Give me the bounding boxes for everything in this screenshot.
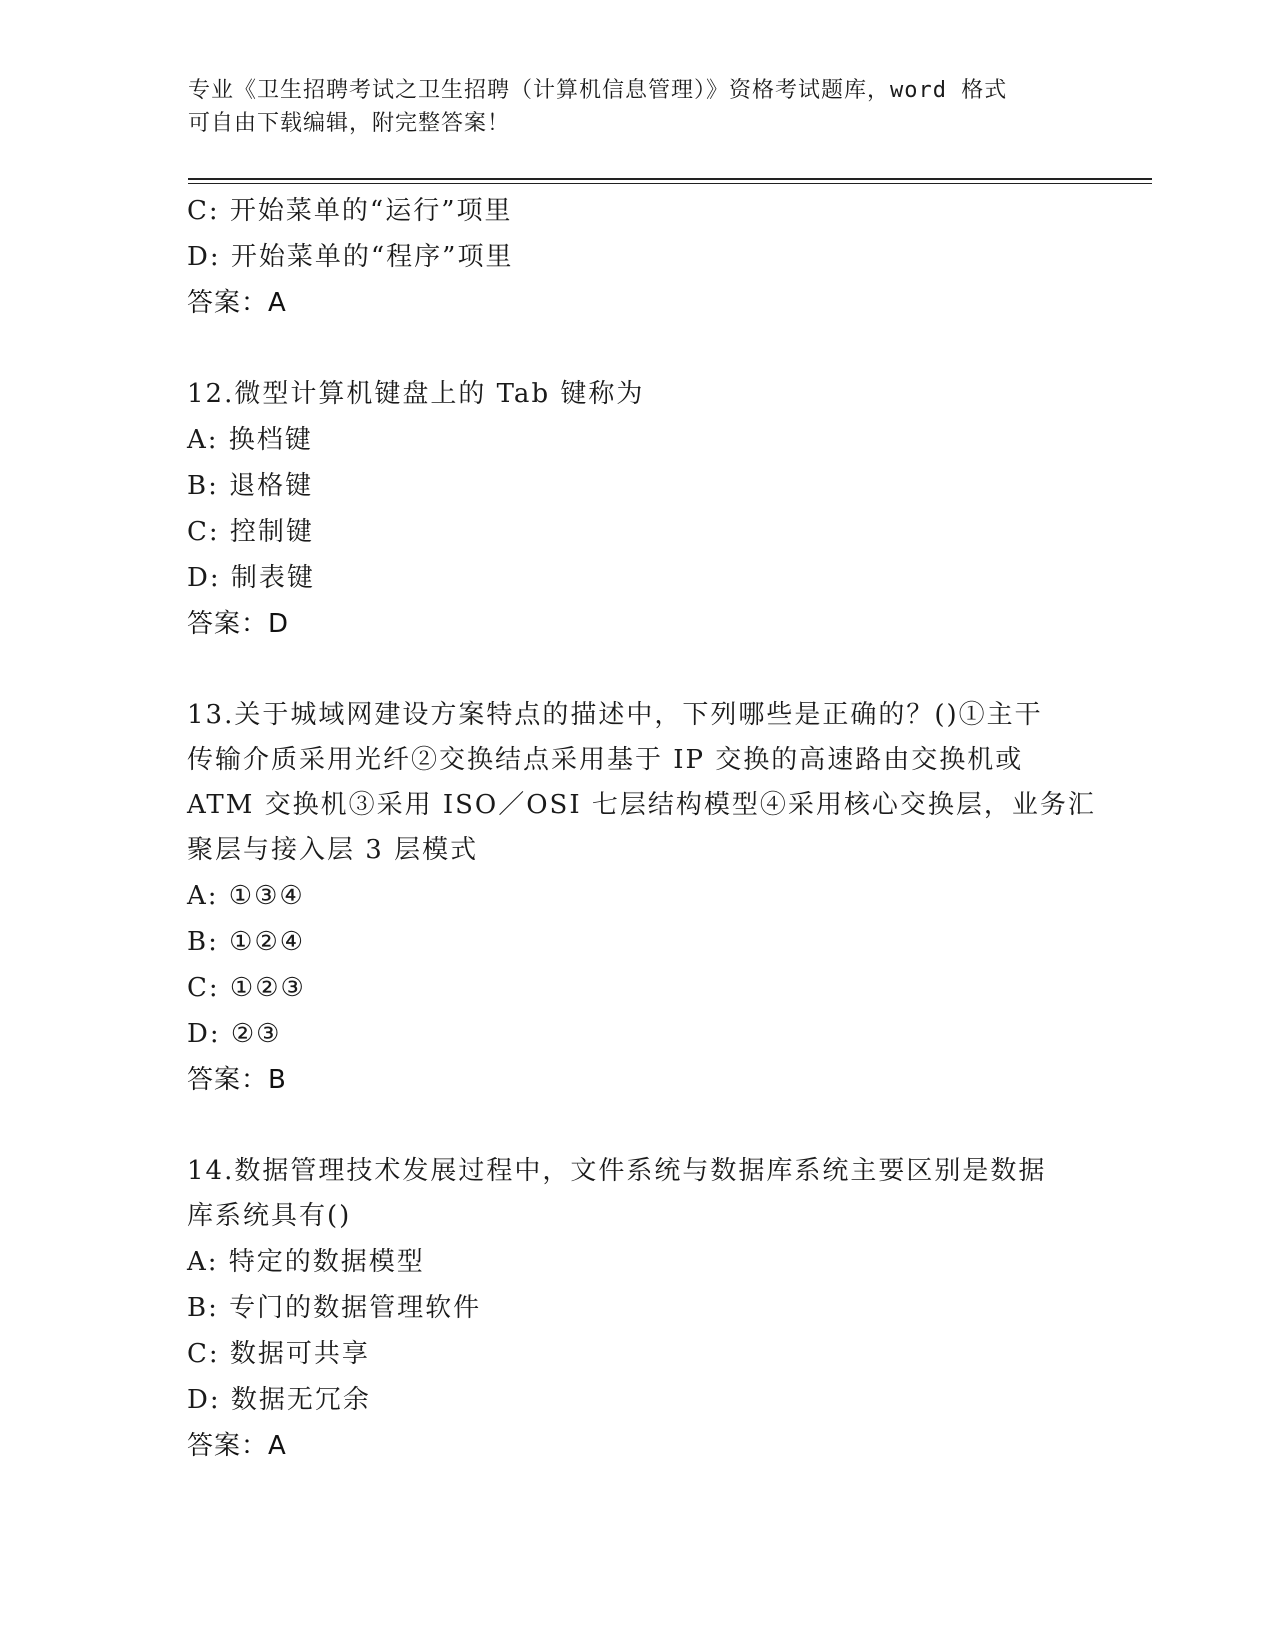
spacer (187, 326, 1087, 372)
option-a: A: ①③④ (187, 881, 305, 911)
stem-line: 聚层与接入层 3 层模式 (187, 835, 479, 865)
question-14 (187, 1149, 1087, 1469)
question-13 (187, 693, 1096, 1103)
answer-line: 答案：B (187, 1065, 287, 1095)
option-d: D: 数据无冗余 (187, 1385, 371, 1415)
header-rule-thin (188, 183, 1152, 184)
stem-line: 12.微型计算机键盘上的 Tab 键称为 (187, 379, 645, 409)
answer-line: 答案：A (187, 1431, 287, 1461)
stem-line: 库系统具有() (187, 1201, 352, 1231)
option-b: B: ①②④ (187, 927, 306, 957)
stem-line: 14.数据管理技术发展过程中，文件系统与数据库系统主要区别是数据 (187, 1156, 1047, 1186)
option-a: A: 换档键 (187, 425, 313, 455)
option-d: D: 开始菜单的“程序”项里 (187, 242, 514, 272)
header-rule-thick (188, 178, 1152, 180)
answer-line: 答案：D (187, 609, 290, 639)
question-stem (187, 372, 1087, 417)
question-11-continued (187, 188, 1087, 326)
question-12 (187, 372, 1087, 647)
spacer (187, 1103, 1087, 1149)
header-line-1: 专业《卫生招聘考试之卫生招聘（计算机信息管理）》资格考试题库，word 格式 (188, 78, 1008, 103)
option-b: B: 专门的数据管理软件 (187, 1293, 482, 1323)
question-content (187, 188, 1096, 1469)
answer-line: 答案：A (187, 288, 287, 318)
option-d: D: ②③ (187, 1019, 282, 1049)
option-c: C: 开始菜单的“运行”项里 (187, 196, 513, 226)
question-stem (187, 1149, 1087, 1239)
option-c: C: 控制键 (187, 517, 314, 547)
question-stem (187, 693, 1096, 873)
option-c: C: 数据可共享 (187, 1339, 370, 1369)
stem-line: 13.关于城域网建设方案特点的描述中，下列哪些是正确的？()①主干 (187, 700, 1043, 730)
option-d: D: 制表键 (187, 563, 315, 593)
option-b: B: 退格键 (187, 471, 314, 501)
document-header (188, 74, 1088, 140)
option-c: C: ①②③ (187, 973, 306, 1003)
option-a: A: 特定的数据模型 (187, 1247, 425, 1277)
header-line-2: 可自由下载编辑，附完整答案！ (188, 111, 511, 136)
stem-line: ATM 交换机③采用 ISO／OSI 七层结构模型④采用核心交换层，业务汇 (187, 790, 1096, 820)
spacer (187, 647, 1087, 693)
stem-line: 传输介质采用光纤②交换结点采用基于 IP 交换的高速路由交换机或 (187, 745, 1024, 775)
